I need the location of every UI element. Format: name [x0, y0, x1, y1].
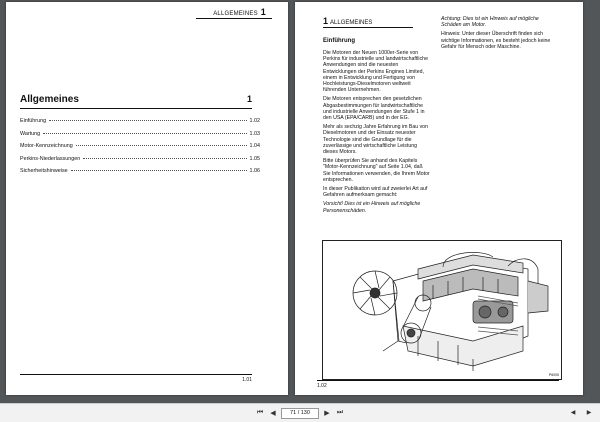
- toc-leader: [83, 158, 246, 159]
- toc-page: 1.06: [249, 168, 260, 174]
- section-title: Allgemeines: [20, 94, 79, 105]
- toc-entry[interactable]: [20, 143, 260, 156]
- left-page-header: [213, 7, 266, 17]
- first-page-icon[interactable]: ⏮: [256, 409, 264, 416]
- footer-rule: [317, 380, 559, 381]
- previous-page-icon[interactable]: ◀: [270, 410, 276, 417]
- subsection-title: Einführung: [323, 38, 355, 44]
- toc-leader: [76, 145, 247, 146]
- paragraph: Die Motoren der Neuen 1000er-Serie von Perkins für industrielle und landwirtschaftliche Anwendungen sind die neuesten Entwicklungen der Perkins Engines Limited, einem in Entwicklung und Fertigung von Hochleistungs-Dieselmotoren weltweit führenden Unternehmen.: [323, 50, 428, 94]
- right-page: [295, 2, 583, 395]
- toc-label: Einführung: [20, 118, 47, 124]
- right-header-label: ALLGEMEINES: [330, 20, 373, 26]
- toc-label: Perkins-Niederlassungen: [20, 155, 81, 162]
- engine-illustration: [322, 240, 562, 380]
- toc-page: 1.04: [249, 143, 260, 149]
- toc-entry[interactable]: [20, 118, 260, 131]
- toc-label: Sicherheitshinweise: [20, 168, 68, 174]
- left-header-rule: [196, 18, 272, 19]
- figure-code: P6005: [548, 373, 559, 377]
- text-column-left: [323, 50, 431, 217]
- paragraph: In dieser Publikation wird auf zweierlei Art auf Gefahren aufmerksam gemacht:: [323, 186, 428, 199]
- toc-page: 1.03: [249, 130, 260, 137]
- page-number: 1.02: [317, 383, 327, 389]
- toc-leader: [49, 120, 246, 121]
- toc-entry[interactable]: [20, 156, 260, 169]
- toc-label: Motor-Kennzeichnung: [20, 143, 73, 149]
- viewer-toolbar: [0, 403, 600, 422]
- caution-note: Vorsicht! Dies ist ein Hinweis auf mögliche Personenschäden.: [323, 201, 421, 214]
- page-number: 1.01: [242, 377, 252, 383]
- section-number: 1: [246, 94, 252, 104]
- next-view-icon[interactable]: ▶: [586, 409, 592, 416]
- paragraph: Die Motoren entsprechen den gesetzlichen Abgasbestimmungen für landwirtschaftliche und industrielle Anwendungen der Stufe 1 in den USA (EPA/CARB) und in der EG.: [323, 96, 425, 122]
- toolbar-right-group: [568, 407, 594, 417]
- table-of-contents: [20, 118, 260, 181]
- engine-drawing: [323, 241, 561, 379]
- text-column-right: [441, 16, 559, 53]
- toc-leader: [71, 170, 247, 171]
- previous-view-icon[interactable]: ◀: [570, 409, 576, 416]
- attention-note: Achtung: Dies ist ein Hinweis auf mögliche Schäden am Motor.: [441, 16, 539, 29]
- right-header-number: 1: [323, 16, 329, 26]
- paragraph: Mehr als sechzig Jahre Erfahrung im Bau von Dieselmotoren und der Einsatz neuester Technologie sind die Grundlage für die zuverlässige und wirtschaftliche Leistung dieses Motors.: [323, 124, 428, 156]
- hint-note: Hinweis: Unter dieser Überschrift finden sich wichtige Informationen, es besteht jedoch keine Gefahr für Mensch oder Maschine.: [441, 31, 551, 50]
- toc-label: Wartung: [20, 130, 41, 137]
- last-page-icon[interactable]: ⏭: [336, 409, 344, 416]
- right-page-header: [323, 16, 372, 26]
- right-header-rule: [323, 27, 413, 28]
- title-rule: [20, 108, 252, 109]
- toc-page: 1.05: [249, 155, 260, 162]
- left-header-label: ALLGEMEINES: [213, 11, 258, 17]
- toc-entry[interactable]: [20, 131, 260, 144]
- paragraph: Bitte überprüfen Sie anhand des Kapitels "Motor-Kennzeichnung" auf Seite 1.04, daß Sie Informationen verwenden, die Ihrem Motor entsprechen.: [323, 158, 430, 183]
- page-number-input[interactable]: 71 / 130: [281, 408, 319, 419]
- toc-page: 1.02: [249, 118, 260, 124]
- toc-leader: [43, 133, 246, 134]
- left-page: [6, 2, 288, 395]
- next-page-icon[interactable]: ▶: [324, 410, 330, 417]
- footer-rule: [20, 374, 252, 375]
- left-header-number: 1: [260, 7, 266, 17]
- toc-entry[interactable]: [20, 168, 260, 181]
